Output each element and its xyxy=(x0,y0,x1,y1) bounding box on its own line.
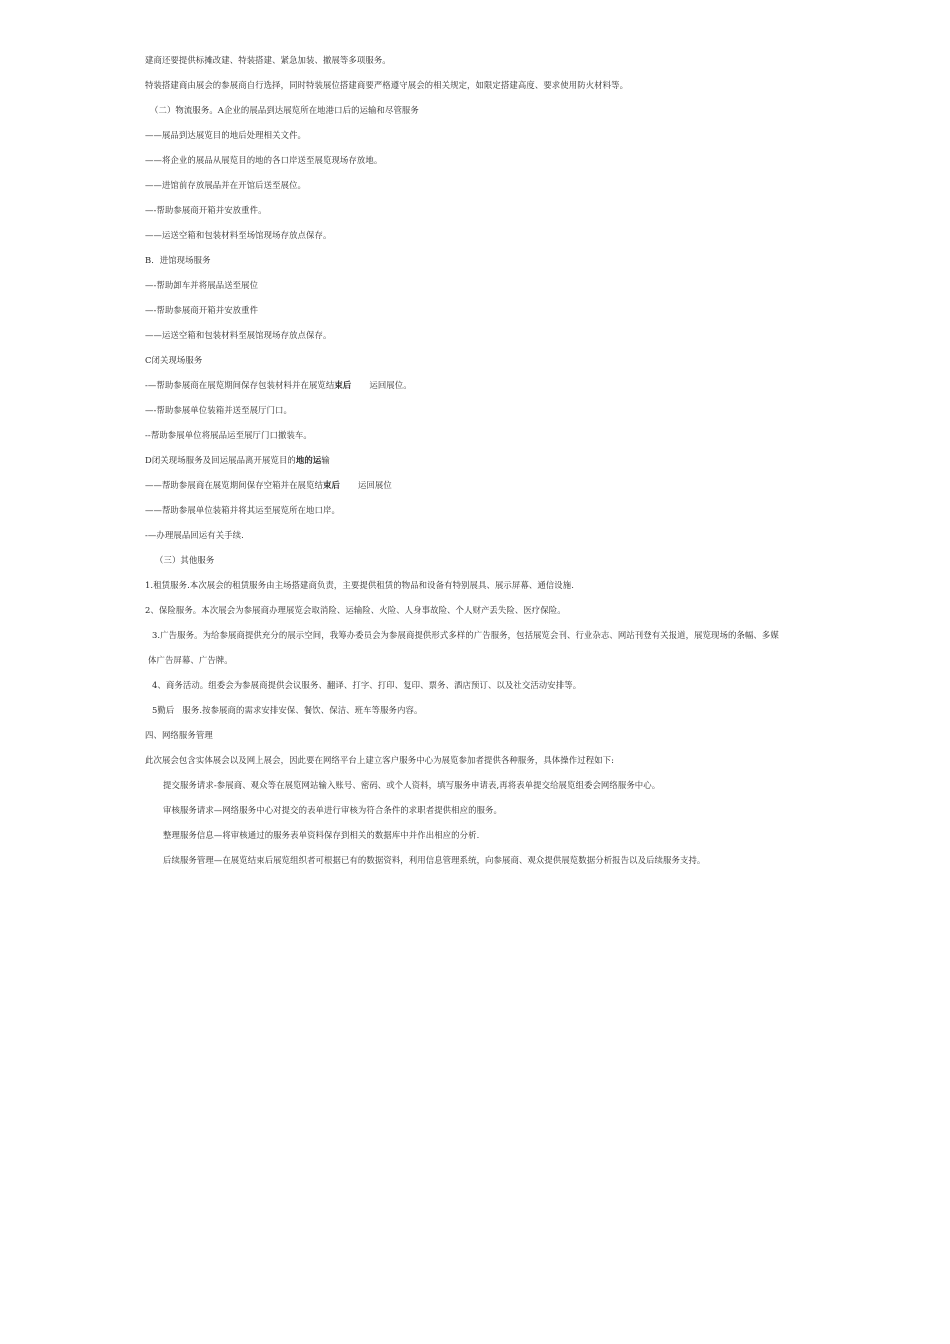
text-line: 建商还要提供标摊改建、特装搭建、紧急加装、撤展等多项服务。 xyxy=(145,55,391,65)
list-item: ——进馆前存放展品并在开馆后送至展位。 xyxy=(145,180,307,190)
text-fragment: 束后 xyxy=(334,380,352,390)
text-fragment: 输 xyxy=(321,455,330,465)
list-item xyxy=(145,379,412,391)
text-fragment: 运回展位 xyxy=(357,480,392,490)
section-heading-other: （三）其他服务 xyxy=(155,555,215,565)
paragraph xyxy=(152,704,422,716)
text-fragment: ——帮助参展商在展览期间保存空箱并在展览结 xyxy=(145,480,323,490)
text-fragment: -—帮助参展商在展览期间保存包装材料并在展览结 xyxy=(145,380,335,390)
paragraph: 3.广告服务。为给参展商提供充分的展示空间，我筹办委员会为参展商提供形式多样的广告服务，包括展览会刊、行业杂志、网站刊登有关报道，展览现场的条幅、多媒 xyxy=(152,630,779,640)
text-fragment: 运回展位。 xyxy=(369,380,412,390)
text-line: 特装搭建商由展会的参展商自行选择，同时特装展位搭建商要严格遵守展会的相关规定，如限定搭建高度、要求使用防火材料等。 xyxy=(145,80,629,90)
list-item: ——运送空箱和包装材料至展馆现场存放点保存。 xyxy=(145,330,332,340)
list-item: —-帮助卸车并将展品送至展位 xyxy=(145,280,259,290)
text-fragment: 5勤后 xyxy=(152,705,175,715)
text-fragment: 服务.按参展商的需求安排安保、餐饮、保洁、班车等服务内容。 xyxy=(182,705,423,715)
subheading-b: B．进馆现场服务 xyxy=(145,255,211,265)
list-item: 审核服务请求—网络服务中心对提交的表单进行审核为符合条件的求职者提供相应的服务。 xyxy=(163,805,502,815)
list-item: --帮助参展单位将展品运至展厅门口撤装车。 xyxy=(145,430,312,440)
list-item: —-帮助参展商开箱并安放重件。 xyxy=(145,205,267,215)
paragraph: 此次展会包含实体展会以及网上展会，因此要在网络平台上建立客户服务中心为展览参加者提供各种服务，具体操作过程如下: xyxy=(145,755,615,765)
text-fragment: D闭关现场服务及回运展品离开展览目的 xyxy=(145,455,296,465)
list-item: ——运送空箱和包装材料至场馆现场存放点保存。 xyxy=(145,230,332,240)
list-item: ——展品到达展览目的地后处理相关文件。 xyxy=(145,130,307,140)
subheading-c: C闭关现场服务 xyxy=(145,355,203,365)
list-item: ——帮助参展单位装箱并将其运至展览所在地口岸。 xyxy=(145,505,340,515)
paragraph-continuation: 体广告屏幕、广告牌。 xyxy=(148,655,233,665)
list-item: 后续服务管理—在展览结束后展览组织者可根据已有的数据资料，利用信息管理系统，向参展商、观众提供展览数据分析报告以及后续服务支持。 xyxy=(163,855,706,865)
section-heading-logistics: （二）物流服务。A企业的展品到达展览所在地港口后的运输和尽管服务 xyxy=(150,105,419,115)
paragraph: 2、保险服务。本次展会为参展商办理展览会取消险、运输险、火险、人身事故险、个人财产丢失险、医疗保险。 xyxy=(145,605,566,615)
text-fragment: 束后 xyxy=(322,480,340,490)
list-item: ——将企业的展品从展览目的地的各口岸送至展览现场存放地。 xyxy=(145,155,383,165)
subheading-d xyxy=(145,454,330,466)
text-fragment: 地的运 xyxy=(295,455,322,465)
section-heading-network: 四、网络服务管理 xyxy=(145,730,213,740)
paragraph: 4、商务活动。组委会为参展商提供会议服务、翻译、打字、打印、复印、票务、酒店预订、以及社交活动安排等。 xyxy=(152,680,582,690)
list-item: —-帮助参展商开箱并安放重件 xyxy=(145,305,259,315)
list-item: 提交服务请求-参展商、观众等在展览网站输入账号、密码、或个人资料，填写服务申请表,再将表单提交给展览组委会网络服务中心。 xyxy=(163,780,661,790)
list-item: 整理服务信息—将审核通过的服务表单资料保存到相关的数据库中并作出相应的分析. xyxy=(163,830,480,840)
list-item xyxy=(145,479,392,491)
paragraph: 1.租赁服务.本次展会的租赁服务由主场搭建商负责，主要提供租赁的物品和设备有特别展具、展示屏幕、通信设施. xyxy=(145,580,574,590)
list-item: -—办理展品回运有关手续. xyxy=(145,530,244,540)
list-item: —-帮助参展单位装箱并送至展厅门口。 xyxy=(145,405,293,415)
